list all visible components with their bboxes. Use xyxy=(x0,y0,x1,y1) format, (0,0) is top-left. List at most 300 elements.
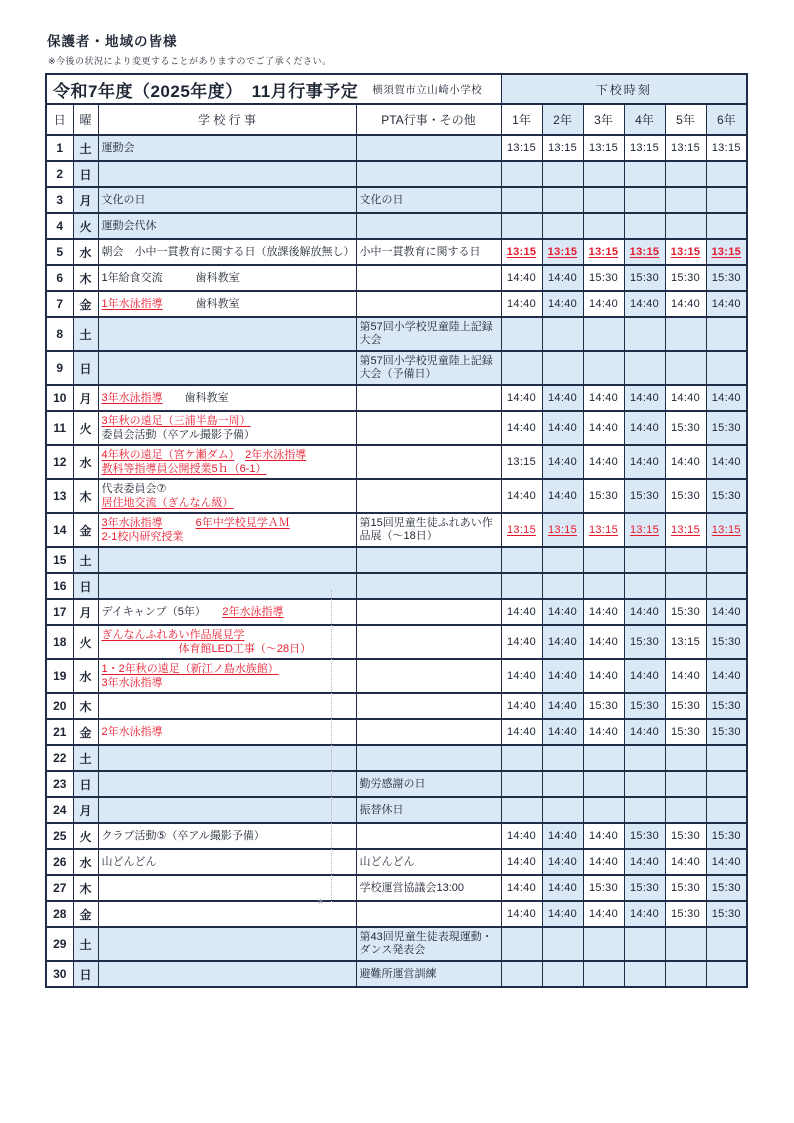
pta-cell: 第57回小学校児童陸上記録大会（予備日） xyxy=(356,351,501,385)
time-cell: 13:15 xyxy=(501,239,542,265)
event-line xyxy=(102,676,353,690)
col-header-school-events: 学 校 行 事 xyxy=(98,104,356,135)
weekday-cell: 水 xyxy=(73,849,98,875)
school-events-cell xyxy=(98,573,356,599)
time-cell: 14:40 xyxy=(583,599,624,625)
school-events-cell xyxy=(98,625,356,659)
time-cell xyxy=(665,573,706,599)
schedule-row xyxy=(46,823,747,849)
time-cell: 15:30 xyxy=(706,625,747,659)
time-cell xyxy=(583,187,624,213)
day-cell: 24 xyxy=(46,797,73,823)
event-text: 1年給食交流 歯科教室 xyxy=(101,272,240,284)
time-cell: 14:40 xyxy=(501,385,542,411)
time-cell xyxy=(706,547,747,573)
time-cell: 15:30 xyxy=(665,719,706,745)
schedule-row xyxy=(46,599,747,625)
time-cell xyxy=(665,771,706,797)
time-cell xyxy=(583,547,624,573)
time-cell xyxy=(665,547,706,573)
time-cell: 15:30 xyxy=(665,823,706,849)
time-cell: 13:15 xyxy=(501,513,542,547)
pta-cell xyxy=(356,445,501,479)
pta-cell: 勤労感謝の日 xyxy=(356,771,501,797)
day-cell: 30 xyxy=(46,961,73,987)
page-heading: 保護者・地域の皆様 xyxy=(47,34,178,49)
event-text: 2年水泳指導 xyxy=(245,449,307,461)
event-text: 委員会活動（卒アル撮影予備） xyxy=(101,429,256,441)
day-cell: 2 xyxy=(46,161,73,187)
weekday-cell: 日 xyxy=(73,573,98,599)
time-cell xyxy=(501,351,542,385)
time-cell: 14:40 xyxy=(542,849,583,875)
event-line xyxy=(102,725,353,739)
weekday-cell: 土 xyxy=(73,317,98,351)
time-cell xyxy=(665,745,706,771)
time-cell xyxy=(624,745,665,771)
weekday-cell: 土 xyxy=(73,927,98,961)
weekday-cell: 月 xyxy=(73,797,98,823)
time-cell: 14:40 xyxy=(706,291,747,317)
time-cell xyxy=(542,187,583,213)
event-line xyxy=(102,245,353,259)
title-row xyxy=(46,74,747,104)
time-cell: 15:30 xyxy=(583,693,624,719)
schedule-row xyxy=(46,693,747,719)
event-text: 2-1校内研究授業 xyxy=(101,531,184,543)
time-cell: 14:40 xyxy=(583,385,624,411)
time-cell: 14:40 xyxy=(501,411,542,445)
time-cell: 13:15 xyxy=(583,513,624,547)
school-name: 横須賀市立山崎小学校 xyxy=(372,83,483,96)
schedule-row xyxy=(46,291,747,317)
time-cell: 15:30 xyxy=(583,479,624,513)
pta-cell xyxy=(356,479,501,513)
time-cell: 14:40 xyxy=(542,291,583,317)
time-cell: 15:30 xyxy=(624,479,665,513)
time-cell: 15:30 xyxy=(624,823,665,849)
weekday-cell: 月 xyxy=(73,599,98,625)
weekday-cell: 金 xyxy=(73,513,98,547)
event-line xyxy=(102,516,353,530)
time-cell: 14:40 xyxy=(501,599,542,625)
time-cell xyxy=(665,317,706,351)
day-cell: 23 xyxy=(46,771,73,797)
time-cell xyxy=(665,351,706,385)
pta-cell: 文化の日 xyxy=(356,187,501,213)
weekday-cell: 火 xyxy=(73,411,98,445)
weekday-cell: 金 xyxy=(73,719,98,745)
time-cell: 14:40 xyxy=(706,599,747,625)
time-cell xyxy=(624,351,665,385)
time-cell: 15:30 xyxy=(665,693,706,719)
time-cell xyxy=(583,797,624,823)
pta-cell xyxy=(356,745,501,771)
time-cell xyxy=(706,317,747,351)
time-cell: 13:15 xyxy=(542,239,583,265)
schedule-row xyxy=(46,411,747,445)
time-cell: 14:40 xyxy=(583,901,624,927)
weekday-cell: 日 xyxy=(73,161,98,187)
schedule-row xyxy=(46,161,747,187)
time-cell xyxy=(624,161,665,187)
event-text: 文化の日 xyxy=(101,194,146,206)
schedule-row xyxy=(46,187,747,213)
weekday-cell: 土 xyxy=(73,135,98,161)
time-cell: 14:40 xyxy=(542,693,583,719)
time-cell xyxy=(501,317,542,351)
event-text: 運動会代休 xyxy=(101,220,157,232)
day-cell: 26 xyxy=(46,849,73,875)
time-cell xyxy=(542,927,583,961)
event-text: 3年秋の遠足（三浦半島一周） xyxy=(101,415,251,427)
pta-cell xyxy=(356,599,501,625)
time-cell: 13:15 xyxy=(583,239,624,265)
time-cell: 14:40 xyxy=(501,875,542,901)
schedule-row xyxy=(46,513,747,547)
time-cell xyxy=(706,161,747,187)
time-cell xyxy=(706,927,747,961)
time-cell: 14:40 xyxy=(542,265,583,291)
pta-cell: 第57回小学校児童陸上記録大会 xyxy=(356,317,501,351)
school-events-cell xyxy=(98,291,356,317)
event-line xyxy=(102,193,353,207)
time-cell: 14:40 xyxy=(624,849,665,875)
time-cell xyxy=(542,161,583,187)
time-cell xyxy=(624,797,665,823)
weekday-cell: 火 xyxy=(73,213,98,239)
day-cell: 21 xyxy=(46,719,73,745)
school-events-cell xyxy=(98,479,356,513)
time-cell: 14:40 xyxy=(583,411,624,445)
school-events-cell xyxy=(98,317,356,351)
weekday-cell: 火 xyxy=(73,823,98,849)
school-events-cell xyxy=(98,719,356,745)
time-cell: 14:40 xyxy=(583,659,624,693)
time-cell: 15:30 xyxy=(583,265,624,291)
col-header-grade-5: 5年 xyxy=(665,104,706,135)
time-cell xyxy=(624,213,665,239)
weekday-cell: 木 xyxy=(73,265,98,291)
day-cell: 8 xyxy=(46,317,73,351)
day-cell: 15 xyxy=(46,547,73,573)
school-events-cell xyxy=(98,927,356,961)
pta-cell: 第43回児童生徒表現運動・ダンス発表会 xyxy=(356,927,501,961)
event-line xyxy=(102,391,353,405)
event-text: 代表委員会⑦ xyxy=(101,483,167,495)
schedule-row xyxy=(46,547,747,573)
weekday-cell: 日 xyxy=(73,771,98,797)
schedule-row xyxy=(46,135,747,161)
event-text: ぎんなんふれあい作品展見学 xyxy=(101,629,245,641)
time-cell xyxy=(542,771,583,797)
time-cell: 15:30 xyxy=(665,875,706,901)
time-cell xyxy=(583,573,624,599)
school-events-cell xyxy=(98,745,356,771)
pta-cell: 第15回児童生徒ふれあい作品展（～18日） xyxy=(356,513,501,547)
time-cell: 13:15 xyxy=(706,135,747,161)
time-cell: 14:40 xyxy=(624,411,665,445)
time-cell: 13:15 xyxy=(624,513,665,547)
time-cell: 14:40 xyxy=(542,411,583,445)
time-cell xyxy=(542,213,583,239)
time-cell xyxy=(583,771,624,797)
time-cell: 13:15 xyxy=(624,135,665,161)
weekday-cell: 日 xyxy=(73,961,98,987)
school-events-cell xyxy=(98,213,356,239)
col-header-grade-4: 4年 xyxy=(624,104,665,135)
pta-cell xyxy=(356,625,501,659)
schedule-row xyxy=(46,625,747,659)
schedule-title: 令和7年度（2025年度） 11月行事予定 xyxy=(53,81,359,101)
time-cell: 13:15 xyxy=(542,513,583,547)
event-text: 教科等指導員公開授業5ｈ（6-1） xyxy=(101,463,267,475)
time-cell xyxy=(624,573,665,599)
pta-cell: 学校運営協議会13:00 xyxy=(356,875,501,901)
school-events-cell xyxy=(98,445,356,479)
schedule-row xyxy=(46,961,747,987)
col-header-weekday: 曜 xyxy=(73,104,98,135)
time-cell xyxy=(542,961,583,987)
time-cell: 14:40 xyxy=(501,693,542,719)
school-events-cell xyxy=(98,385,356,411)
time-cell xyxy=(665,797,706,823)
time-cell: 15:30 xyxy=(665,411,706,445)
day-cell: 14 xyxy=(46,513,73,547)
time-cell: 14:40 xyxy=(624,385,665,411)
title-cell xyxy=(46,74,501,104)
schedule-row xyxy=(46,719,747,745)
school-events-cell xyxy=(98,961,356,987)
day-cell: 19 xyxy=(46,659,73,693)
event-text: 3年水泳指導 xyxy=(101,392,163,404)
time-cell xyxy=(706,573,747,599)
time-cell xyxy=(583,317,624,351)
event-line xyxy=(102,448,353,462)
weekday-cell: 火 xyxy=(73,625,98,659)
schedule-row xyxy=(46,239,747,265)
time-cell: 14:40 xyxy=(501,901,542,927)
schedule-row xyxy=(46,875,747,901)
time-cell xyxy=(542,797,583,823)
school-events-cell xyxy=(98,265,356,291)
school-events-cell xyxy=(98,797,356,823)
event-line xyxy=(102,414,353,428)
school-events-cell xyxy=(98,823,356,849)
time-cell xyxy=(501,745,542,771)
event-text: 3年水泳指導 xyxy=(101,517,163,529)
pta-cell xyxy=(356,693,501,719)
school-events-cell xyxy=(98,351,356,385)
event-text: 朝会 小中一貫教育に関する日（放課後解放無し） xyxy=(101,246,355,258)
time-cell: 15:30 xyxy=(706,823,747,849)
time-cell xyxy=(542,573,583,599)
time-cell: 15:30 xyxy=(665,265,706,291)
time-cell xyxy=(624,771,665,797)
time-cell: 14:40 xyxy=(624,901,665,927)
time-cell xyxy=(583,961,624,987)
time-cell xyxy=(542,317,583,351)
time-cell xyxy=(501,161,542,187)
pta-cell xyxy=(356,161,501,187)
event-line xyxy=(102,628,353,642)
time-cell xyxy=(583,745,624,771)
time-cell xyxy=(501,187,542,213)
event-text: 2年水泳指導 xyxy=(222,606,284,618)
day-cell: 27 xyxy=(46,875,73,901)
time-cell: 14:40 xyxy=(583,291,624,317)
weekday-cell: 金 xyxy=(73,291,98,317)
time-cell xyxy=(706,771,747,797)
day-cell: 3 xyxy=(46,187,73,213)
event-line xyxy=(102,482,353,496)
time-cell: 14:40 xyxy=(542,625,583,659)
time-cell: 15:30 xyxy=(583,875,624,901)
event-line xyxy=(102,855,353,869)
time-cell: 15:30 xyxy=(706,719,747,745)
school-events-cell xyxy=(98,771,356,797)
weekday-cell: 木 xyxy=(73,479,98,513)
pta-cell xyxy=(356,135,501,161)
weekday-cell: 水 xyxy=(73,239,98,265)
time-cell: 14:40 xyxy=(706,445,747,479)
col-header-grade-3: 3年 xyxy=(583,104,624,135)
day-cell: 1 xyxy=(46,135,73,161)
time-cell xyxy=(624,187,665,213)
day-cell: 18 xyxy=(46,625,73,659)
event-text: 居住地交流（ぎんなん級） xyxy=(101,497,234,509)
time-cell: 14:40 xyxy=(501,659,542,693)
time-cell: 15:30 xyxy=(706,479,747,513)
schedule-row xyxy=(46,849,747,875)
pta-cell xyxy=(356,901,501,927)
pta-cell xyxy=(356,659,501,693)
event-text xyxy=(163,517,196,529)
time-cell: 14:40 xyxy=(583,625,624,659)
school-events-cell xyxy=(98,161,356,187)
school-events-cell xyxy=(98,659,356,693)
time-cell: 14:40 xyxy=(542,659,583,693)
weekday-cell: 土 xyxy=(73,745,98,771)
event-text: 運動会 xyxy=(101,142,135,154)
day-cell: 4 xyxy=(46,213,73,239)
time-cell xyxy=(501,961,542,987)
time-cell: 14:40 xyxy=(583,823,624,849)
time-cell: 13:15 xyxy=(665,513,706,547)
time-cell: 15:30 xyxy=(706,265,747,291)
pta-cell xyxy=(356,573,501,599)
schedule-body xyxy=(46,135,747,987)
time-cell: 14:40 xyxy=(624,659,665,693)
schedule-row xyxy=(46,385,747,411)
time-cell: 15:30 xyxy=(624,693,665,719)
time-cell xyxy=(501,573,542,599)
schedule-row xyxy=(46,351,747,385)
event-line xyxy=(102,530,353,544)
school-events-cell xyxy=(98,239,356,265)
time-cell: 14:40 xyxy=(624,599,665,625)
day-cell: 20 xyxy=(46,693,73,719)
event-text: 山どんどん xyxy=(101,856,157,868)
time-cell xyxy=(665,161,706,187)
day-cell: 12 xyxy=(46,445,73,479)
school-events-cell xyxy=(98,411,356,445)
weekday-cell: 金 xyxy=(73,901,98,927)
col-header-grade-6: 6年 xyxy=(706,104,747,135)
pta-cell xyxy=(356,547,501,573)
time-cell: 15:30 xyxy=(624,625,665,659)
event-line xyxy=(102,496,353,510)
time-cell xyxy=(706,961,747,987)
day-cell: 5 xyxy=(46,239,73,265)
event-text: 2年水泳指導 xyxy=(101,726,163,738)
time-cell xyxy=(624,961,665,987)
event-text: 3年水泳指導 xyxy=(101,677,163,689)
time-cell: 14:40 xyxy=(665,385,706,411)
time-cell: 14:40 xyxy=(542,719,583,745)
event-text xyxy=(234,449,245,461)
time-cell: 13:15 xyxy=(501,135,542,161)
pta-cell xyxy=(356,823,501,849)
pta-cell: 避難所運営訓練 xyxy=(356,961,501,987)
time-cell xyxy=(665,961,706,987)
weekday-cell: 木 xyxy=(73,875,98,901)
time-cell: 14:40 xyxy=(706,849,747,875)
time-cell xyxy=(706,187,747,213)
schedule-row xyxy=(46,265,747,291)
time-cell xyxy=(501,927,542,961)
time-cell: 13:15 xyxy=(501,445,542,479)
school-events-cell xyxy=(98,135,356,161)
time-cell xyxy=(583,351,624,385)
event-line xyxy=(102,141,353,155)
time-cell: 14:40 xyxy=(665,291,706,317)
dismissal-time-header: 下校時刻 xyxy=(501,74,747,104)
time-cell xyxy=(501,797,542,823)
time-cell xyxy=(501,547,542,573)
day-cell: 25 xyxy=(46,823,73,849)
event-text: 歯科教室 xyxy=(162,392,229,404)
event-text xyxy=(200,606,222,618)
schedule-row xyxy=(46,901,747,927)
time-cell xyxy=(583,161,624,187)
pta-cell xyxy=(356,213,501,239)
event-text: 6年中学校見学ＡＭ xyxy=(195,517,290,529)
time-cell xyxy=(624,547,665,573)
time-cell: 14:40 xyxy=(583,719,624,745)
time-cell: 15:30 xyxy=(706,875,747,901)
schedule-row xyxy=(46,659,747,693)
time-cell: 15:30 xyxy=(665,901,706,927)
time-cell: 14:40 xyxy=(665,659,706,693)
time-cell xyxy=(542,745,583,771)
time-cell: 14:40 xyxy=(583,445,624,479)
event-line xyxy=(102,642,353,656)
pta-cell xyxy=(356,411,501,445)
schedule-row xyxy=(46,213,747,239)
event-text: 1年水泳指導 xyxy=(101,298,163,310)
time-cell: 14:40 xyxy=(542,599,583,625)
weekday-cell: 土 xyxy=(73,547,98,573)
day-cell: 17 xyxy=(46,599,73,625)
time-cell: 15:30 xyxy=(624,875,665,901)
col-header-grade-1: 1年 xyxy=(501,104,542,135)
weekday-cell: 水 xyxy=(73,445,98,479)
column-header-row xyxy=(46,104,747,135)
pta-cell xyxy=(356,719,501,745)
time-cell: 14:40 xyxy=(542,823,583,849)
pta-cell: 小中一貫教育に関する日 xyxy=(356,239,501,265)
